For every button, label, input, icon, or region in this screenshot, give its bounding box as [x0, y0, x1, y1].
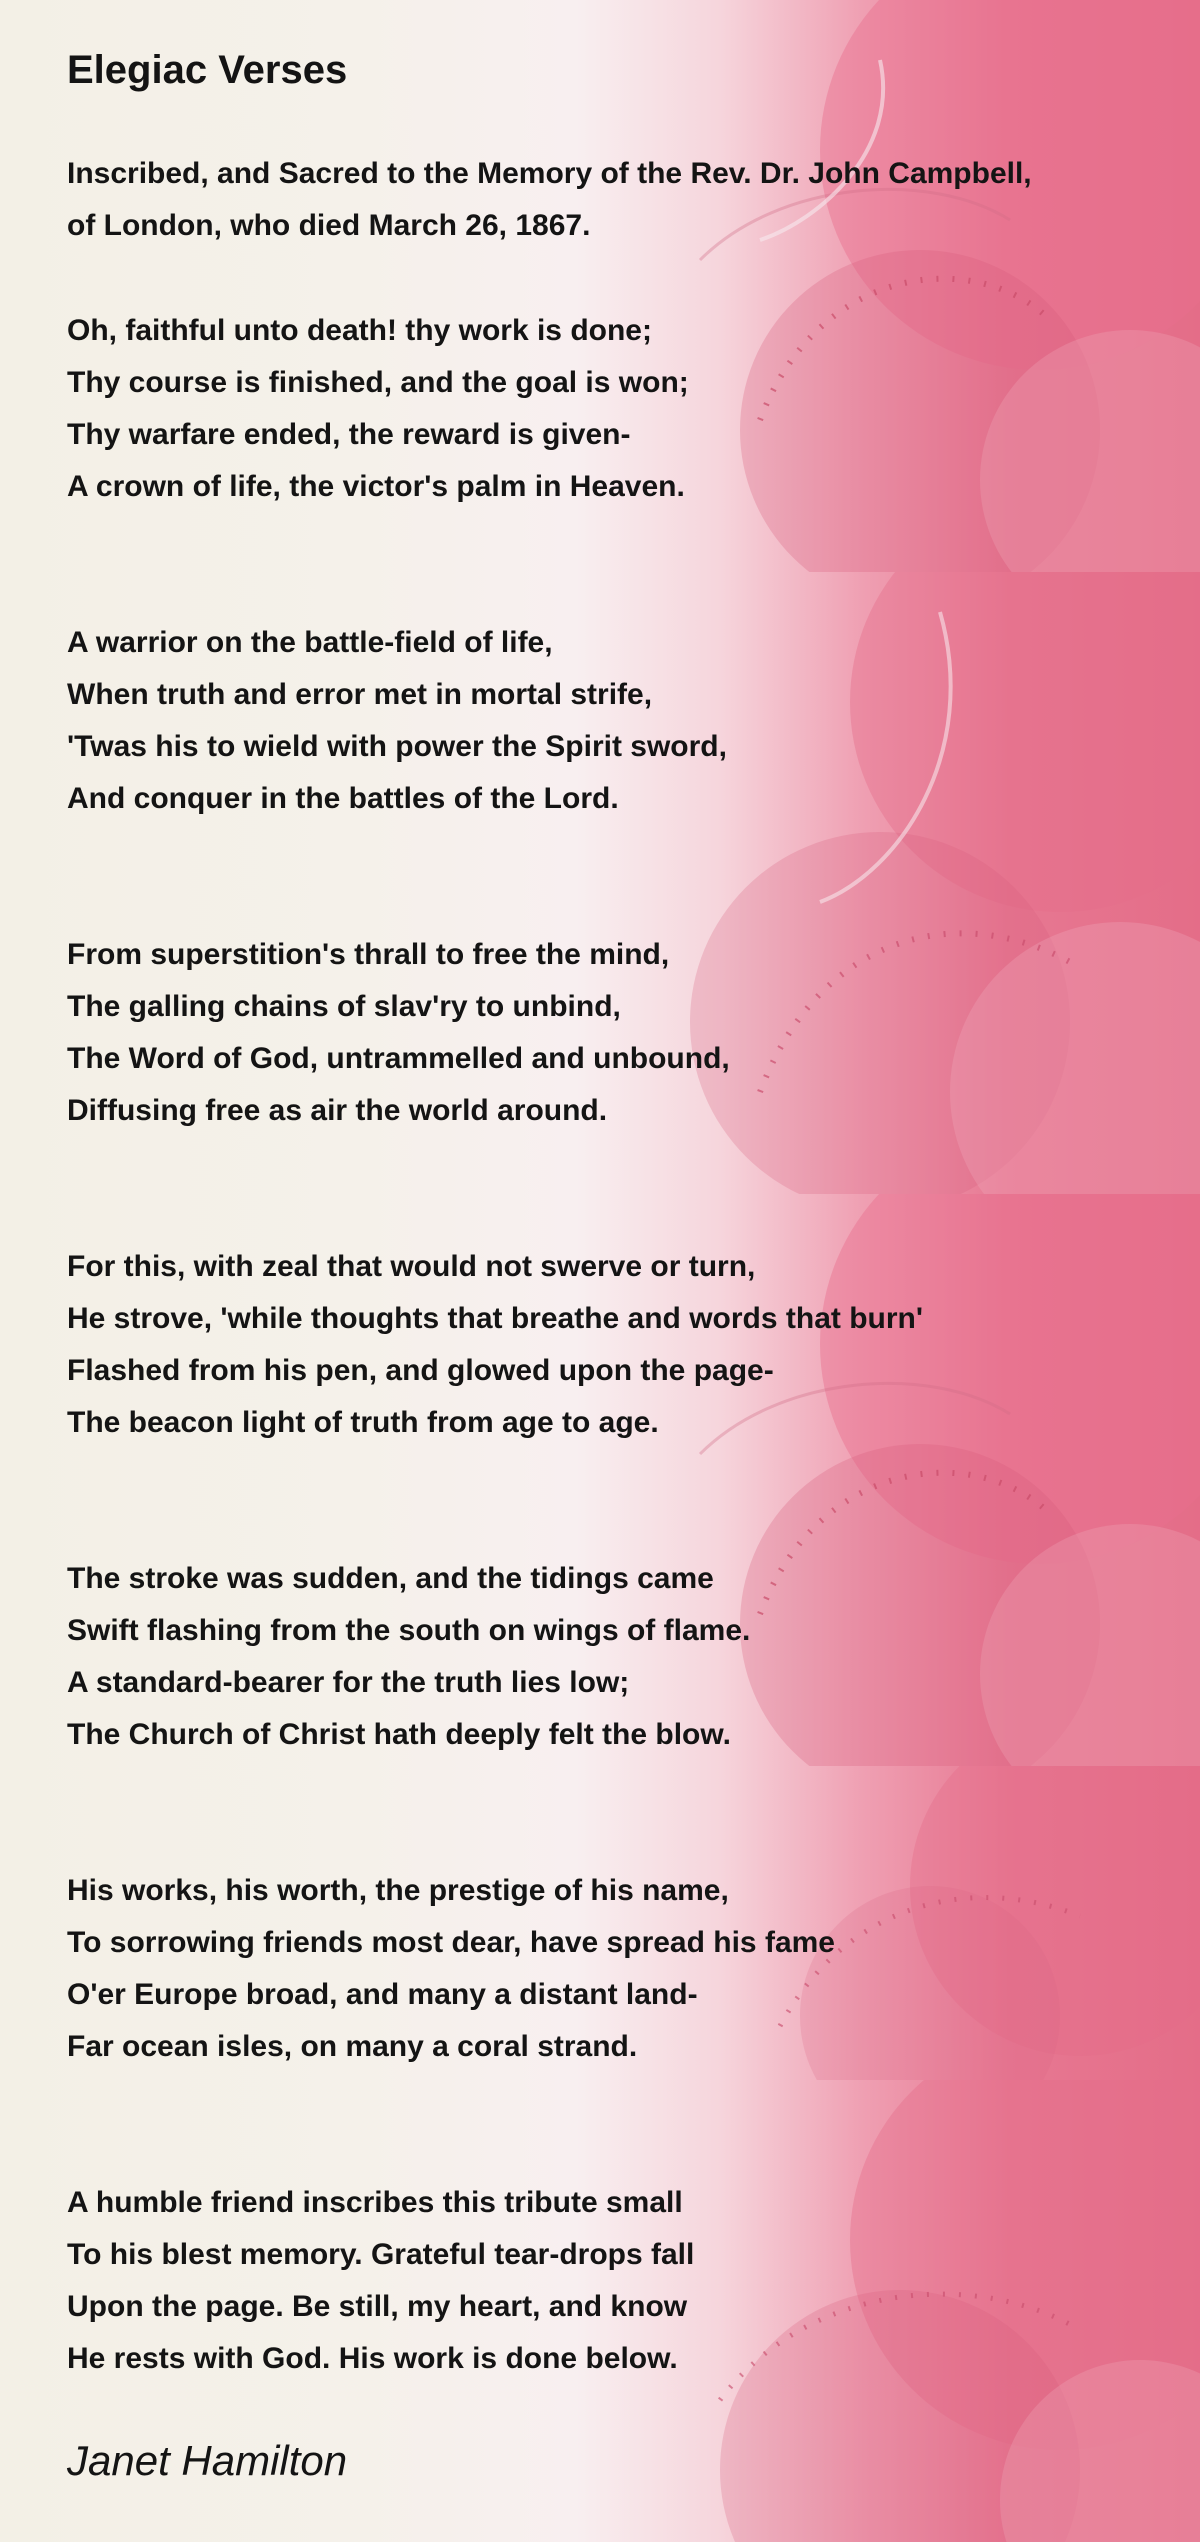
stanza-line: A warrior on the battle-field of life, — [67, 626, 553, 659]
author-name: Janet Hamilton — [67, 2437, 348, 2484]
stanza-2 — [67, 617, 727, 825]
stanza-line: He rests with God. His work is done below. — [67, 2342, 678, 2375]
stanza-line: Swift flashing from the south on wings of flame. — [67, 1614, 751, 1647]
stanza-4 — [67, 1241, 923, 1449]
poem-subtitle — [67, 148, 1032, 252]
stanza-line: His works, his worth, the prestige of his name, — [67, 1874, 729, 1907]
stanza-line: And conquer in the battles of the Lord. — [67, 782, 619, 815]
stanza-line: O'er Europe broad, and many a distant land- — [67, 1978, 698, 2011]
stanza-line: The stroke was sudden, and the tidings came — [67, 1562, 714, 1595]
stanza-line: Far ocean isles, on many a coral strand. — [67, 2030, 638, 2063]
stanza-6 — [67, 1865, 835, 2073]
stanza-1 — [67, 305, 689, 513]
stanza-5 — [67, 1553, 750, 1761]
stanza-line: When truth and error met in mortal strife, — [67, 678, 653, 711]
stanza-line: The galling chains of slav'ry to unbind, — [67, 990, 621, 1023]
stanza-3 — [67, 929, 730, 1137]
stanza-line: For this, with zeal that would not swerve or turn, — [67, 1250, 756, 1283]
stanza-line: He strove, 'while thoughts that breathe and words that burn' — [67, 1302, 923, 1335]
subtitle-line: Inscribed, and Sacred to the Memory of the Rev. Dr. John Campbell, — [67, 157, 1032, 190]
stanza-line: Oh, faithful unto death! thy work is done; — [67, 314, 652, 347]
stanza-line: A crown of life, the victor's palm in Heaven. — [67, 470, 685, 503]
stanza-line: Diffusing free as air the world around. — [67, 1094, 608, 1127]
stanza-7 — [67, 2177, 694, 2385]
stanza-line: Thy warfare ended, the reward is given- — [67, 418, 631, 451]
stanza-line: Flashed from his pen, and glowed upon the page- — [67, 1354, 774, 1387]
stanza-line: The Church of Christ hath deeply felt the blow. — [67, 1718, 731, 1751]
poem-title: Elegiac Verses — [67, 48, 348, 92]
stanza-line: The Word of God, untrammelled and unbound, — [67, 1042, 730, 1075]
stanza-line: To sorrowing friends most dear, have spread his fame — [67, 1926, 835, 1959]
stanza-line: A humble friend inscribes this tribute small — [67, 2186, 683, 2219]
stanza-line: The beacon light of truth from age to age. — [67, 1406, 659, 1439]
stanza-line: From superstition's thrall to free the mind, — [67, 938, 670, 971]
stanza-line: Upon the page. Be still, my heart, and know — [67, 2290, 688, 2323]
stanza-line: 'Twas his to wield with power the Spirit sword, — [67, 730, 727, 763]
stanza-line: To his blest memory. Grateful tear-drops fall — [67, 2238, 695, 2271]
stanza-line: Thy course is finished, and the goal is won; — [67, 366, 689, 399]
stanza-line: A standard-bearer for the truth lies low; — [67, 1666, 630, 1699]
subtitle-line: of London, who died March 26, 1867. — [67, 209, 591, 242]
